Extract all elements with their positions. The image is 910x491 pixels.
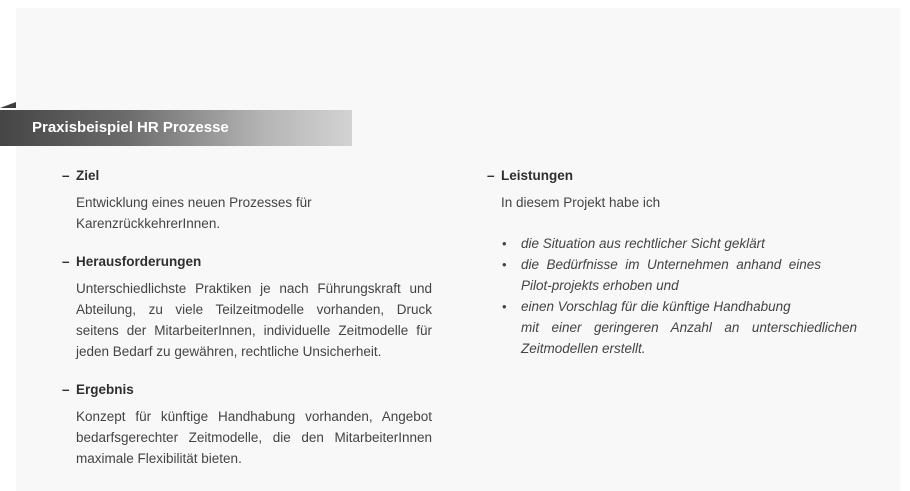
section-heading [487,168,857,184]
section-intro: In diesem Projekt habe ich [501,195,661,210]
list-item [487,233,857,254]
heading-label: Leistungen [501,168,574,183]
section-heading [62,168,432,184]
section-text: Unterschiedlichste Praktiken je nach Führungskraft und Abteilung, zu viele Teilzeitmodelle vorhanden, Druck seitens der MitarbeiterInnen, individuelle Zeitmodelle für jeden Bedarf zu gewähren, rechtliche Unsicherheit. [76,281,432,359]
bullet-text-continuation: Zeitmodellen erstellt. [521,341,646,356]
bullet-icon: • [502,236,507,251]
bullet-icon: • [502,257,507,272]
list-item [487,254,821,296]
bullet-text: die Situation aus rechtlicher Sicht geklärt [521,236,765,251]
right-column [487,168,857,359]
bullet-text: einen Vorschlag für die künftige Handhabung [521,299,791,314]
bullet-text: die Bedürfnisse im Unternehmen anhand eines Pilot-projekts erhoben und [521,257,821,293]
bullet-text-continuation: mit einer geringeren Anzahl an unterschiedlichen [521,320,857,335]
bullet-icon: • [502,299,507,314]
section-herausforderungen [62,254,432,362]
bullet-list [487,233,857,359]
dash-marker: – [62,168,70,183]
list-item [487,296,857,359]
dash-marker: – [62,254,70,269]
section-text: Entwicklung eines neuen Prozesses für KarenzrückkehrerInnen. [76,195,312,231]
heading-label: Ziel [76,168,100,183]
heading-label: Ergebnis [76,382,134,397]
dash-marker: – [487,168,495,183]
section-heading [62,382,432,398]
heading-label: Herausforderungen [76,254,202,269]
section-banner [0,110,352,146]
section-text: Konzept für künftige Handhabung vorhanden, Angebot bedarfsgerechter Zeitmodelle, die den MitarbeiterInnen maximale Flexibilität bieten. [76,409,432,466]
section-ergebnis [62,382,432,469]
section-ziel [62,168,432,234]
left-column [62,168,432,489]
section-heading [62,254,432,270]
banner-fold-corner [0,102,16,108]
dash-marker: – [62,382,70,397]
banner-title: Praxisbeispiel HR Prozesse [32,119,229,136]
